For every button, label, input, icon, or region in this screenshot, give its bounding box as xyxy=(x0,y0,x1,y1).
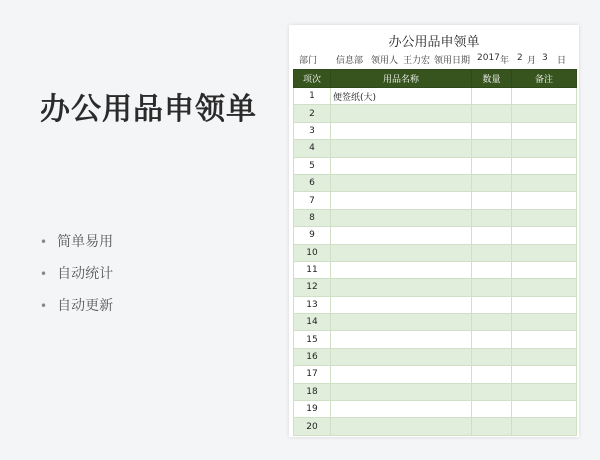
cell-no: 19 xyxy=(294,401,331,418)
cell-item-name xyxy=(331,140,472,157)
cell-qty xyxy=(472,314,512,331)
cell-qty xyxy=(472,331,512,348)
cell-note xyxy=(512,122,577,139)
cell-no: 12 xyxy=(294,279,331,296)
cell-item-name: 便签纸(大) xyxy=(331,88,472,105)
cell-qty xyxy=(472,174,512,191)
date-day-unit: 日 xyxy=(557,56,567,66)
cell-item-name xyxy=(331,383,472,400)
cell-qty xyxy=(472,209,512,226)
cell-item-name xyxy=(331,348,472,365)
table-row xyxy=(294,261,577,278)
feature-list xyxy=(40,230,113,326)
cell-note xyxy=(512,279,577,296)
cell-item-name xyxy=(331,227,472,244)
feature-item xyxy=(40,262,113,294)
cell-item-name xyxy=(331,401,472,418)
table-row xyxy=(294,331,577,348)
cell-qty xyxy=(472,366,512,383)
cell-note xyxy=(512,296,577,313)
table-row xyxy=(294,209,577,226)
requisition-form-preview xyxy=(289,25,579,437)
cell-note xyxy=(512,261,577,278)
cell-note xyxy=(512,227,577,244)
table-row xyxy=(294,418,577,435)
cell-note xyxy=(512,348,577,365)
table-row xyxy=(294,279,577,296)
cell-no: 3 xyxy=(294,122,331,139)
feature-text: 自动更新 xyxy=(57,298,114,314)
cell-no: 17 xyxy=(294,366,331,383)
cell-note xyxy=(512,366,577,383)
cell-no: 8 xyxy=(294,209,331,226)
cell-item-name xyxy=(331,331,472,348)
cell-no: 1 xyxy=(294,88,331,105)
applicant-label: 领用人 xyxy=(371,56,399,66)
cell-qty xyxy=(472,140,512,157)
items-table xyxy=(293,69,577,436)
table-row xyxy=(294,366,577,383)
cell-qty xyxy=(472,244,512,261)
date-label: 领用日期 xyxy=(434,56,471,66)
cell-no: 15 xyxy=(294,331,331,348)
feature-text: 自动统计 xyxy=(57,266,114,282)
table-row xyxy=(294,174,577,191)
cell-item-name xyxy=(331,314,472,331)
cell-qty xyxy=(472,261,512,278)
cell-qty xyxy=(472,122,512,139)
cell-note xyxy=(512,157,577,174)
cell-qty xyxy=(472,401,512,418)
cell-item-name xyxy=(331,261,472,278)
bullet-icon: • xyxy=(40,267,48,281)
date-year-unit: 年 xyxy=(500,56,510,66)
cell-no: 9 xyxy=(294,227,331,244)
form-title: 办公用品申领单 xyxy=(388,35,480,50)
cell-no: 14 xyxy=(294,314,331,331)
bullet-icon: • xyxy=(40,299,48,313)
form-meta xyxy=(295,53,575,67)
cell-qty xyxy=(472,418,512,435)
col-header-no: 项次 xyxy=(294,70,331,88)
bullet-icon: • xyxy=(40,235,48,249)
cell-item-name xyxy=(331,105,472,122)
cell-note xyxy=(512,192,577,209)
cell-no: 4 xyxy=(294,140,331,157)
cell-no: 5 xyxy=(294,157,331,174)
cell-qty xyxy=(472,105,512,122)
col-header-note: 备注 xyxy=(512,70,577,88)
cell-item-name xyxy=(331,174,472,191)
cell-note xyxy=(512,418,577,435)
cell-note xyxy=(512,314,577,331)
table-row xyxy=(294,401,577,418)
cell-no: 11 xyxy=(294,261,331,278)
cell-item-name xyxy=(331,209,472,226)
table-row xyxy=(294,122,577,139)
cell-item-name xyxy=(331,157,472,174)
col-header-qty: 数量 xyxy=(472,70,512,88)
table-row xyxy=(294,383,577,400)
cell-qty xyxy=(472,348,512,365)
cell-no: 10 xyxy=(294,244,331,261)
cell-no: 2 xyxy=(294,105,331,122)
cell-item-name xyxy=(331,244,472,261)
table-row xyxy=(294,192,577,209)
page-title: 办公用品申领单 xyxy=(40,92,257,127)
cell-no: 7 xyxy=(294,192,331,209)
cell-no: 18 xyxy=(294,383,331,400)
cell-note xyxy=(512,105,577,122)
dept-label: 部门 xyxy=(299,56,318,66)
cell-note xyxy=(512,140,577,157)
cell-qty xyxy=(472,296,512,313)
cell-note xyxy=(512,383,577,400)
date-month: 2 xyxy=(517,53,523,63)
cell-item-name xyxy=(331,122,472,139)
cell-note xyxy=(512,244,577,261)
cell-item-name xyxy=(331,418,472,435)
table-row xyxy=(294,244,577,261)
table-row xyxy=(294,227,577,244)
date-year: 2017 xyxy=(477,53,500,63)
feature-text: 简单易用 xyxy=(57,234,114,250)
cell-qty xyxy=(472,192,512,209)
cell-qty xyxy=(472,227,512,244)
feature-item xyxy=(40,294,113,326)
cell-note xyxy=(512,331,577,348)
dept-value: 信息部 xyxy=(336,56,364,66)
cell-no: 16 xyxy=(294,348,331,365)
cell-qty xyxy=(472,88,512,105)
applicant-value: 王力宏 xyxy=(403,56,431,66)
cell-no: 13 xyxy=(294,296,331,313)
cell-note xyxy=(512,401,577,418)
cell-item-name xyxy=(331,296,472,313)
date-month-unit: 月 xyxy=(527,56,537,66)
cell-note xyxy=(512,209,577,226)
table-row xyxy=(294,296,577,313)
table-row xyxy=(294,314,577,331)
cell-qty xyxy=(472,279,512,296)
feature-item xyxy=(40,230,113,262)
cell-no: 20 xyxy=(294,418,331,435)
table-row xyxy=(294,348,577,365)
table-row xyxy=(294,157,577,174)
cell-note xyxy=(512,174,577,191)
table-row xyxy=(294,88,577,105)
date-day: 3 xyxy=(542,53,548,63)
cell-item-name xyxy=(331,279,472,296)
cell-item-name xyxy=(331,192,472,209)
cell-qty xyxy=(472,383,512,400)
cell-no: 6 xyxy=(294,174,331,191)
col-header-name: 用品名称 xyxy=(331,70,472,88)
table-header-row xyxy=(294,70,577,88)
table-row xyxy=(294,105,577,122)
cell-note xyxy=(512,88,577,105)
cell-qty xyxy=(472,157,512,174)
table-row xyxy=(294,140,577,157)
cell-item-name xyxy=(331,366,472,383)
